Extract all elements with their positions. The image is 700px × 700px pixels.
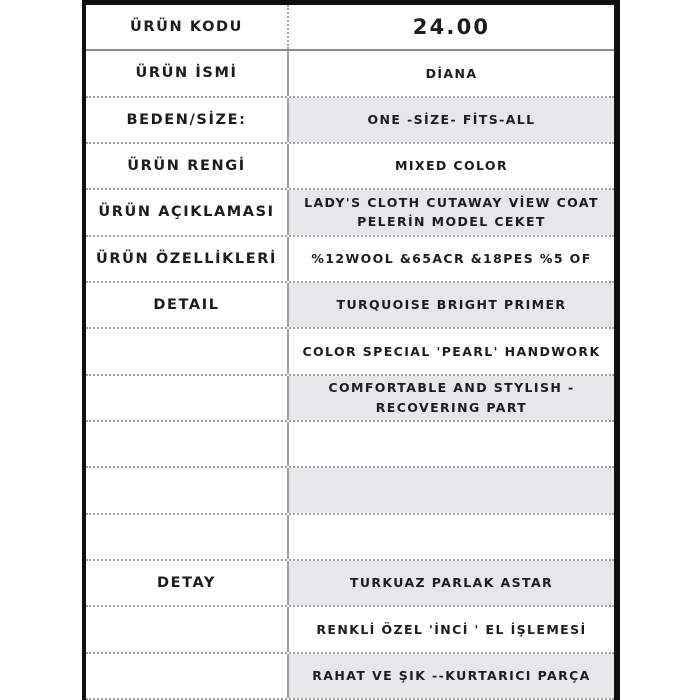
row-value: RAHAT VE ŞIK --KURTARICI PARÇA (312, 668, 591, 684)
row-label: DETAIL (153, 297, 220, 314)
value-cell (287, 561, 614, 605)
label-cell (86, 561, 287, 605)
product-spec-table (82, 0, 620, 700)
value-cell (287, 607, 614, 651)
table-row (86, 237, 614, 283)
table-row (86, 5, 614, 51)
table-row (86, 376, 614, 422)
row-value: TURQUOISE BRIGHT PRIMER (336, 297, 567, 313)
value-cell (287, 51, 614, 95)
value-cell (287, 144, 614, 188)
label-cell (86, 5, 287, 49)
row-value: 24.00 (412, 14, 491, 39)
row-value: %12WOOL &65ACR &18PES %5 OF (311, 251, 592, 267)
value-cell (287, 190, 614, 234)
row-value: LADY'S CLOTH CUTAWAY VİEW COAT PELERİN MODEL CEKET (304, 195, 599, 230)
table-row (86, 515, 614, 561)
label-cell (86, 422, 287, 466)
table-row (86, 98, 614, 144)
label-cell (86, 515, 287, 559)
value-cell (287, 329, 614, 373)
value-cell (287, 422, 614, 466)
row-label: ÜRÜN İSMİ (135, 65, 238, 82)
table-row (86, 283, 614, 329)
value-cell (287, 654, 614, 698)
label-cell (86, 98, 287, 142)
row-label: DETAY (156, 575, 217, 592)
table-row (86, 607, 614, 653)
table-row (86, 654, 614, 700)
row-value: COLOR SPECIAL 'PEARL' HANDWORK (302, 343, 601, 359)
value-cell (287, 468, 614, 512)
row-label: ÜRÜN AÇIKLAMASI (98, 204, 275, 221)
label-cell (86, 607, 287, 651)
label-cell (86, 51, 287, 95)
label-cell (86, 190, 287, 234)
label-cell (86, 329, 287, 373)
label-cell (86, 283, 287, 327)
value-cell (287, 376, 614, 420)
row-label: ÜRÜN ÖZELLİKLERİ (95, 250, 278, 267)
row-value: COMFORTABLE AND STYLISH - RECOVERING PART (328, 380, 575, 415)
value-cell (287, 5, 614, 49)
table-row (86, 561, 614, 607)
row-label: ÜRÜN RENGİ (127, 158, 246, 175)
table-row (86, 468, 614, 514)
value-cell (287, 515, 614, 559)
row-value: RENKLİ ÖZEL 'İNCİ ' EL İŞLEMESİ (316, 621, 587, 637)
row-value: ONE -SİZE- FİTS-ALL (367, 112, 536, 128)
table-row (86, 329, 614, 375)
label-cell (86, 237, 287, 281)
value-cell (287, 237, 614, 281)
table-row (86, 51, 614, 97)
value-cell (287, 98, 614, 142)
row-value: MIXED COLOR (395, 158, 508, 174)
table-row (86, 144, 614, 190)
row-label: ÜRÜN KODU (129, 19, 244, 36)
row-value: TURKUAZ PARLAK ASTAR (349, 575, 554, 591)
label-cell (86, 654, 287, 698)
label-cell (86, 468, 287, 512)
value-cell (287, 283, 614, 327)
row-label: BEDEN/SİZE: (126, 111, 247, 128)
table-row (86, 190, 614, 236)
label-cell (86, 144, 287, 188)
table-row (86, 422, 614, 468)
row-value: DİANA (425, 65, 478, 81)
label-cell (86, 376, 287, 420)
